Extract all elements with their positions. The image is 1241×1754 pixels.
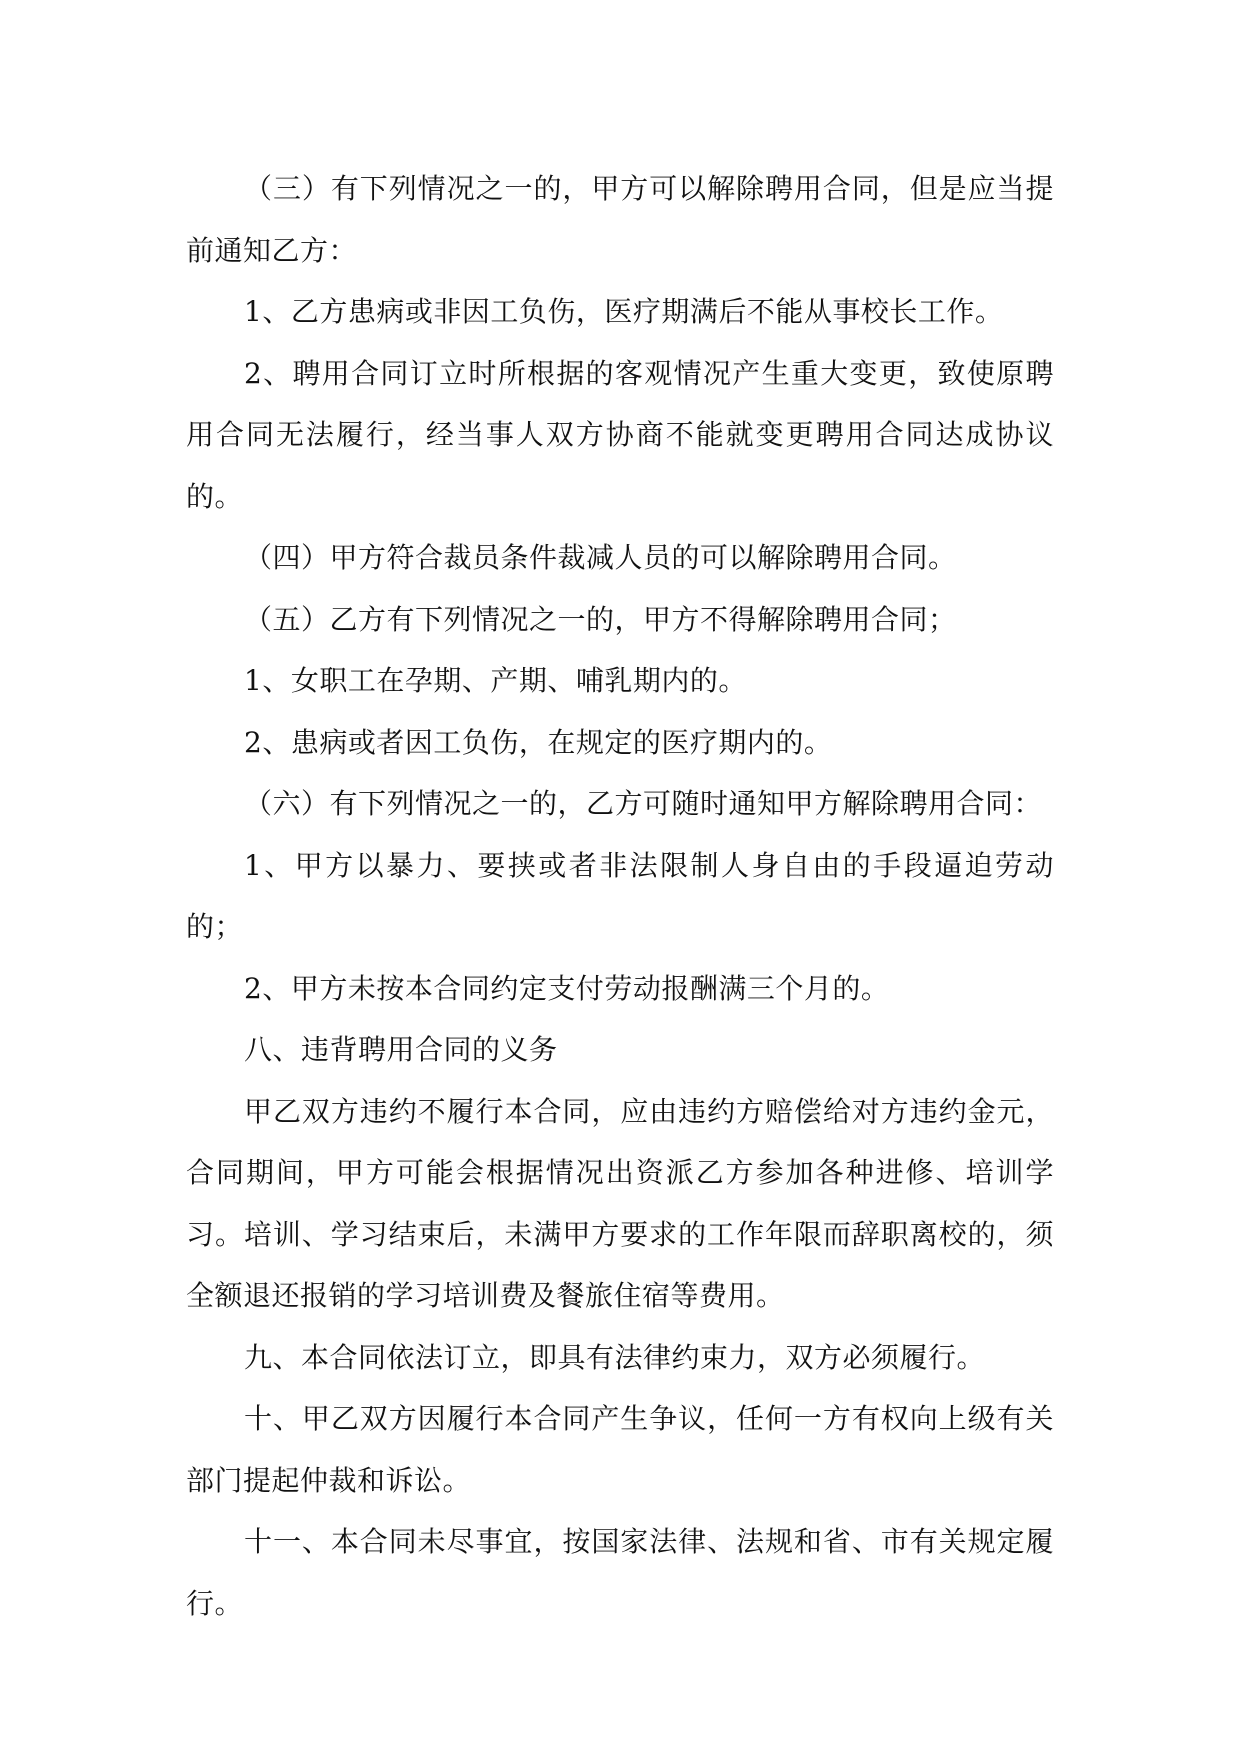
document-body	[186, 158, 1054, 1634]
paragraph-clause-3-item-1: 1、乙方患病或非因工负伤，医疗期满后不能从事校长工作。	[244, 295, 1004, 328]
section-heading-8: 八、违背聘用合同的义务	[244, 1033, 558, 1066]
paragraph-clause-4: （四）甲方符合裁员条件裁减人员的可以解除聘用合同。	[244, 541, 957, 574]
paragraph-clause-6-item-2: 2、甲方未按本合同约定支付劳动报酬满三个月的。	[244, 971, 890, 1005]
paragraph-clause-6-item-1: 1、甲方以暴力、要挟或者非法限制人身自由的手段逼迫劳动的；	[186, 848, 1054, 943]
paragraph-clause-3-item-2: 2、聘用合同订立时所根据的客观情况产生重大变更，致使原聘用合同无法履行，经当事人双方协商不能就变更聘用合同达成协议的。	[186, 356, 1054, 513]
paragraph-clause-6: （六）有下列情况之一的，乙方可随时通知甲方解除聘用合同：	[244, 787, 1043, 820]
paragraph-clause-5-item-1: 1、女职工在孕期、产期、哺乳期内的。	[244, 664, 747, 697]
paragraph-clause-5: （五）乙方有下列情况之一的，甲方不得解除聘用合同；	[244, 602, 957, 636]
paragraph-section-11: 十一、本合同未尽事宜，按国家法律、法规和省、市有关规定履行。	[186, 1525, 1054, 1620]
paragraph-section-9: 九、本合同依法订立，即具有法律约束力，双方必须履行。	[244, 1340, 986, 1374]
paragraph-section-10: 十、甲乙双方因履行本合同产生争议，任何一方有权向上级有关部门提起仲裁和诉讼。	[186, 1402, 1054, 1497]
paragraph-clause-5-item-2: 2、患病或者因工负伤，在规定的医疗期内的。	[244, 725, 833, 759]
paragraph-section-8-body: 甲乙双方违约不履行本合同，应由违约方赔偿给对方违约金元，合同期间，甲方可能会根据情况出资派乙方参加各种进修、培训学习。培训、学习结束后，未满甲方要求的工作年限而辞职离校的，须全额退还报销的学习培训费及餐旅住宿等费用。	[186, 1094, 1054, 1312]
paragraph-clause-3: （三）有下列情况之一的，甲方可以解除聘用合同，但是应当提前通知乙方：	[186, 172, 1054, 267]
